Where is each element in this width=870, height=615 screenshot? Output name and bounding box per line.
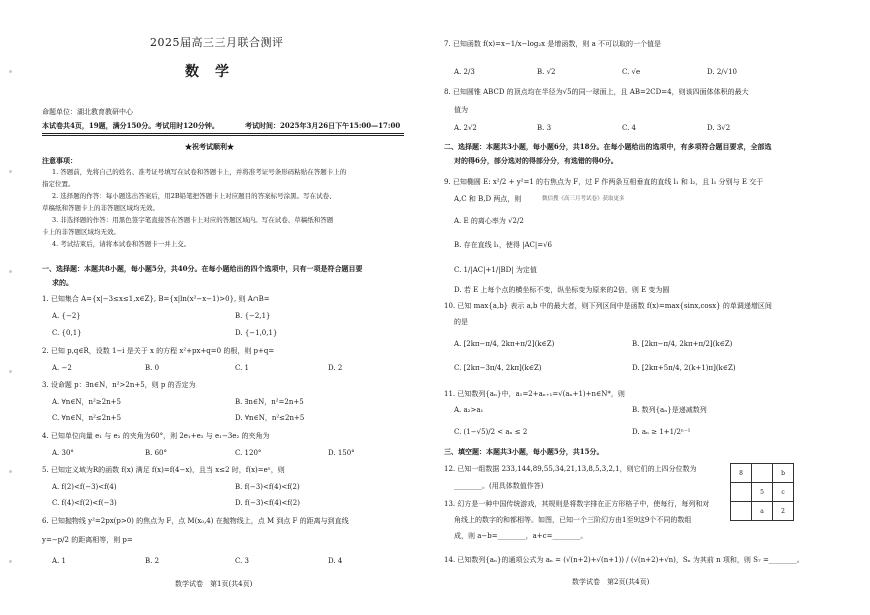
question-stem: 5. 已知定义域为R的函数 f(x) 满足 f(x)=f(4−x)，且当 x≤2 时，f(x)=eˣ，则 <box>42 466 285 474</box>
option: B. f(−3)<f(4)<f(2) <box>235 483 300 491</box>
option: D. ∀n∈N，n²≤2n+5 <box>235 414 305 422</box>
option: D. {−1,0,1} <box>235 329 278 337</box>
binding-margin <box>6 40 16 580</box>
question-stem: 1. 已知集合 A={x|−3≤x≤1,x∈Z}, B={x|ln(x²−x−1)>0}, 则 A∩B= <box>42 295 270 303</box>
option: A. {−2} <box>52 312 81 320</box>
page-footer: 数学试卷 第2页(共4页) <box>572 578 650 586</box>
option: C. (1−√5)/2 < aₙ ≤ 2 <box>454 428 528 436</box>
note-line: 1. 答题前，先将自己的姓名、准考证号填写在试卷和答题卡上，并将准考证号条形码粘贴在答题卡上的 <box>52 168 347 176</box>
good-luck: ★祝考试顺利★ <box>185 142 234 151</box>
magic-cell: 2 <box>773 502 794 521</box>
header-rule <box>42 133 404 134</box>
option: D. 4 <box>328 557 343 565</box>
meta-left: 本试卷共4页，19题，满分150分。考试用时120分钟。 <box>42 121 219 130</box>
notes-heading: 注意事项： <box>42 156 77 165</box>
question-stem-cont: y=−p/2 的距离相等，则 p= <box>42 536 133 544</box>
option: D. 2/√10 <box>707 68 737 76</box>
option: B. [2kπ−π/4, 2kπ+π/2](k∈Z) <box>632 340 733 348</box>
question-stem-cont: 值为 <box>454 106 468 114</box>
question-stem: 9. 已知椭圆 E: x²/2 + y²=1 的右焦点为 F，过 F 作两条互相垂直的直线 l₁ 和 l₂，且 l₁ 分别与 E 交于 <box>444 178 764 186</box>
question-stem-cont: ________。(用具体数值作答) <box>454 482 544 490</box>
magic-cell <box>752 464 773 483</box>
binding-hole <box>9 470 12 473</box>
magic-cell: 8 <box>731 464 752 483</box>
option: A. E 的离心率为 √2/2 <box>454 217 524 225</box>
section1-heading: 一、选择题：本题共8小题，每小题5分，共40分。在每小题给出的四个选项中，只有一项是符合题目要 <box>42 264 363 273</box>
binding-hole <box>9 560 12 563</box>
option: C. 3 <box>235 557 250 565</box>
org-line: 命题单位：湖北教育教研中心 <box>42 108 133 116</box>
option: B. 3 <box>537 124 552 132</box>
option: C. f(4)<f(2)<f(−3) <box>52 499 117 507</box>
binding-hole <box>9 370 12 373</box>
option: D. 2 <box>328 364 343 372</box>
question-stem-cont: 成，则 a−b=________，a+c=________。 <box>454 532 588 540</box>
option: B. 数列{aₙ}是递减数列 <box>632 406 707 414</box>
right-page <box>442 0 840 615</box>
option: B. 0 <box>145 364 160 372</box>
magic-cell: a <box>752 502 773 521</box>
note-line: 2. 选择题的作答：每小题选出答案后，用2B铅笔把答题卡上对应题目的答案标号涂黑。写在试卷、 <box>52 192 336 200</box>
option: D. f(−3)<f(4)<f(2) <box>235 499 300 507</box>
option: D. aₙ ≥ 1+1/2ⁿ⁻¹ <box>632 428 691 436</box>
option: A. f(2)<f(−3)<f(4) <box>52 483 117 491</box>
meta-right: 考试时间：2025年3月26日下午15:00—17:00 <box>245 121 401 130</box>
question-stem-cont: 的是 <box>454 318 468 326</box>
option: B. ∃n∈N，n²=2n+5 <box>235 398 304 406</box>
question-stem-cont: A,C 和 B,D 两点，则 <box>454 195 522 203</box>
note-line: 3. 非选择题的作答：用黑色签字笔直接答在答题卡上对应的答题区域内。写在试卷、草稿纸和答题 <box>52 216 334 224</box>
magic-square <box>730 463 794 521</box>
option: C. √e <box>622 68 641 76</box>
option: B. 存在直线 l₁，使得 |AC|=√6 <box>454 241 552 249</box>
question-stem: 6. 已知抛物线 y²=2px(p>0) 的焦点为 F，点 M(x₀,4) 在抛物线上，点 M 到点 F 的距离与到直线 <box>42 517 349 525</box>
question-stem: 13. 幻方是一种中国传统游戏，其规则是将数字排在正方形格子中，使每行，每列和对 <box>444 500 710 508</box>
magic-cell <box>731 502 752 521</box>
option: A. 2√2 <box>454 124 477 132</box>
option: C. 1 <box>235 364 250 372</box>
option: D. 若 E 上每个点的横坐标不变，纵坐标变为原来的2倍，则 E 变为圆 <box>454 286 670 294</box>
section2-heading-cont: 对的得6分，部分选对的得部分分，有选错的得0分。 <box>454 156 618 165</box>
note-line: 卡上的非答题区域均无效。 <box>42 228 120 236</box>
watermark-text: 微信搜《高三月考试卷》获取更多 <box>542 196 625 202</box>
option: B. 60° <box>145 449 168 457</box>
subject-title: 数学 <box>185 64 245 80</box>
question-stem: 10. 已知 max{a,b} 表示 a,b 中的最大者，则下列区间中是函数 f(x)=max{sinx,cosx} 的单调递增区间 <box>444 302 772 310</box>
question-stem: 2. 已知 p,q∈R，设数 1−i 是关于 x 的方程 x²+px+q=0 的根，则 p+q= <box>42 347 275 355</box>
question-stem: 7. 已知函数 f(x)=x−1/x−log₂x 是增函数，则 a 不可以取的一个值是 <box>444 40 661 48</box>
section1-heading-cont: 求的。 <box>52 278 73 287</box>
option: C. ∀n∈N，n²≤2n+5 <box>52 414 122 422</box>
section2-heading: 二、选择题：本题共3小题，每小题6分，共18分。在每小题给出的选项中，有多项符合题目要求，全部选 <box>444 142 772 151</box>
option: C. 1/|AC|+1/|BD| 为定值 <box>454 266 537 274</box>
note-line: 4. 考试结束后，请将本试卷和答题卡一并上交。 <box>52 240 191 248</box>
question-stem: 12. 已知一组数据 233,144,89,55,34,21,13,8,5,3,2,1，则它们的上四分位数为 <box>444 465 697 473</box>
binding-hole <box>9 270 12 273</box>
magic-cell: 5 <box>752 483 773 502</box>
option: A. ∀n∈N，n²≥2n+5 <box>52 398 122 406</box>
note-line: 草稿纸和答题卡上的非答题区域均无效。 <box>42 204 159 212</box>
option: C. 120° <box>235 449 262 457</box>
option: A. −2 <box>52 364 72 372</box>
option: D. 150° <box>328 449 355 457</box>
note-line: 指定位置。 <box>42 180 75 188</box>
option: B. 2 <box>145 557 160 565</box>
binding-hole <box>9 170 12 173</box>
question-stem: 11. 已知数列{aₙ}中，a₁=2+aₙ₊₁=√(aₙ+1)+n∈N*，则 <box>444 390 625 398</box>
page-footer: 数学试卷 第1页(共4页) <box>175 580 253 588</box>
option: A. 1 <box>52 557 66 565</box>
option: C. [2kπ−3π/4, 2kπ](k∈Z) <box>454 364 542 372</box>
binding-hole <box>9 70 12 73</box>
option: B. √2 <box>537 68 556 76</box>
question-stem: 14. 已知数列{aₙ}的通项公式为 aₙ = (√(n+2)+√(n+1)) / (√(n+2)+√n)，Sₙ 为其前 n 项和，则 S₇ =________。 <box>444 556 804 564</box>
option: B. {−2,1} <box>235 312 271 320</box>
question-stem-cont: 角线上的数字的和都相等。如图，已知一个三阶幻方由1至9这9个不同的数组 <box>454 516 692 524</box>
option: D. 3√2 <box>707 124 731 132</box>
magic-cell: c <box>773 483 794 502</box>
magic-cell <box>731 483 752 502</box>
magic-cell: b <box>773 464 794 483</box>
question-stem: 4. 已知单位向量 e₁ 与 e₂ 的夹角为60°，则 2e₁+e₂ 与 e₁−3e₂ 的夹角为 <box>42 432 270 440</box>
option: A. 30° <box>52 449 74 457</box>
option: A. [2kπ−π/4, 2kπ+π/2](k∈Z) <box>454 340 555 348</box>
exam-title: 2025届高三三月联合测评 <box>150 36 284 49</box>
question-stem: 3. 设命题 p：∃n∈N，n²>2n+5，则 p 的否定为 <box>42 381 196 389</box>
option: A. 2/3 <box>454 68 475 76</box>
option: C. {0,1} <box>52 329 82 337</box>
section3-heading: 三、填空题：本题共3小题，每小题5分，共15分。 <box>444 447 604 456</box>
option: D. [2kπ+5π/4, 2(k+1)π](k∈Z) <box>632 364 736 372</box>
option: A. a₂>a₁ <box>454 406 484 414</box>
option: C. 4 <box>622 124 637 132</box>
question-stem: 8. 已知圆锥 ABCD 的顶点均在半径为√5的同一球面上，且 AB=2CD=4，则该四面体体积的最大 <box>444 88 749 96</box>
left-page <box>30 0 432 615</box>
header-rule-2 <box>42 135 404 136</box>
